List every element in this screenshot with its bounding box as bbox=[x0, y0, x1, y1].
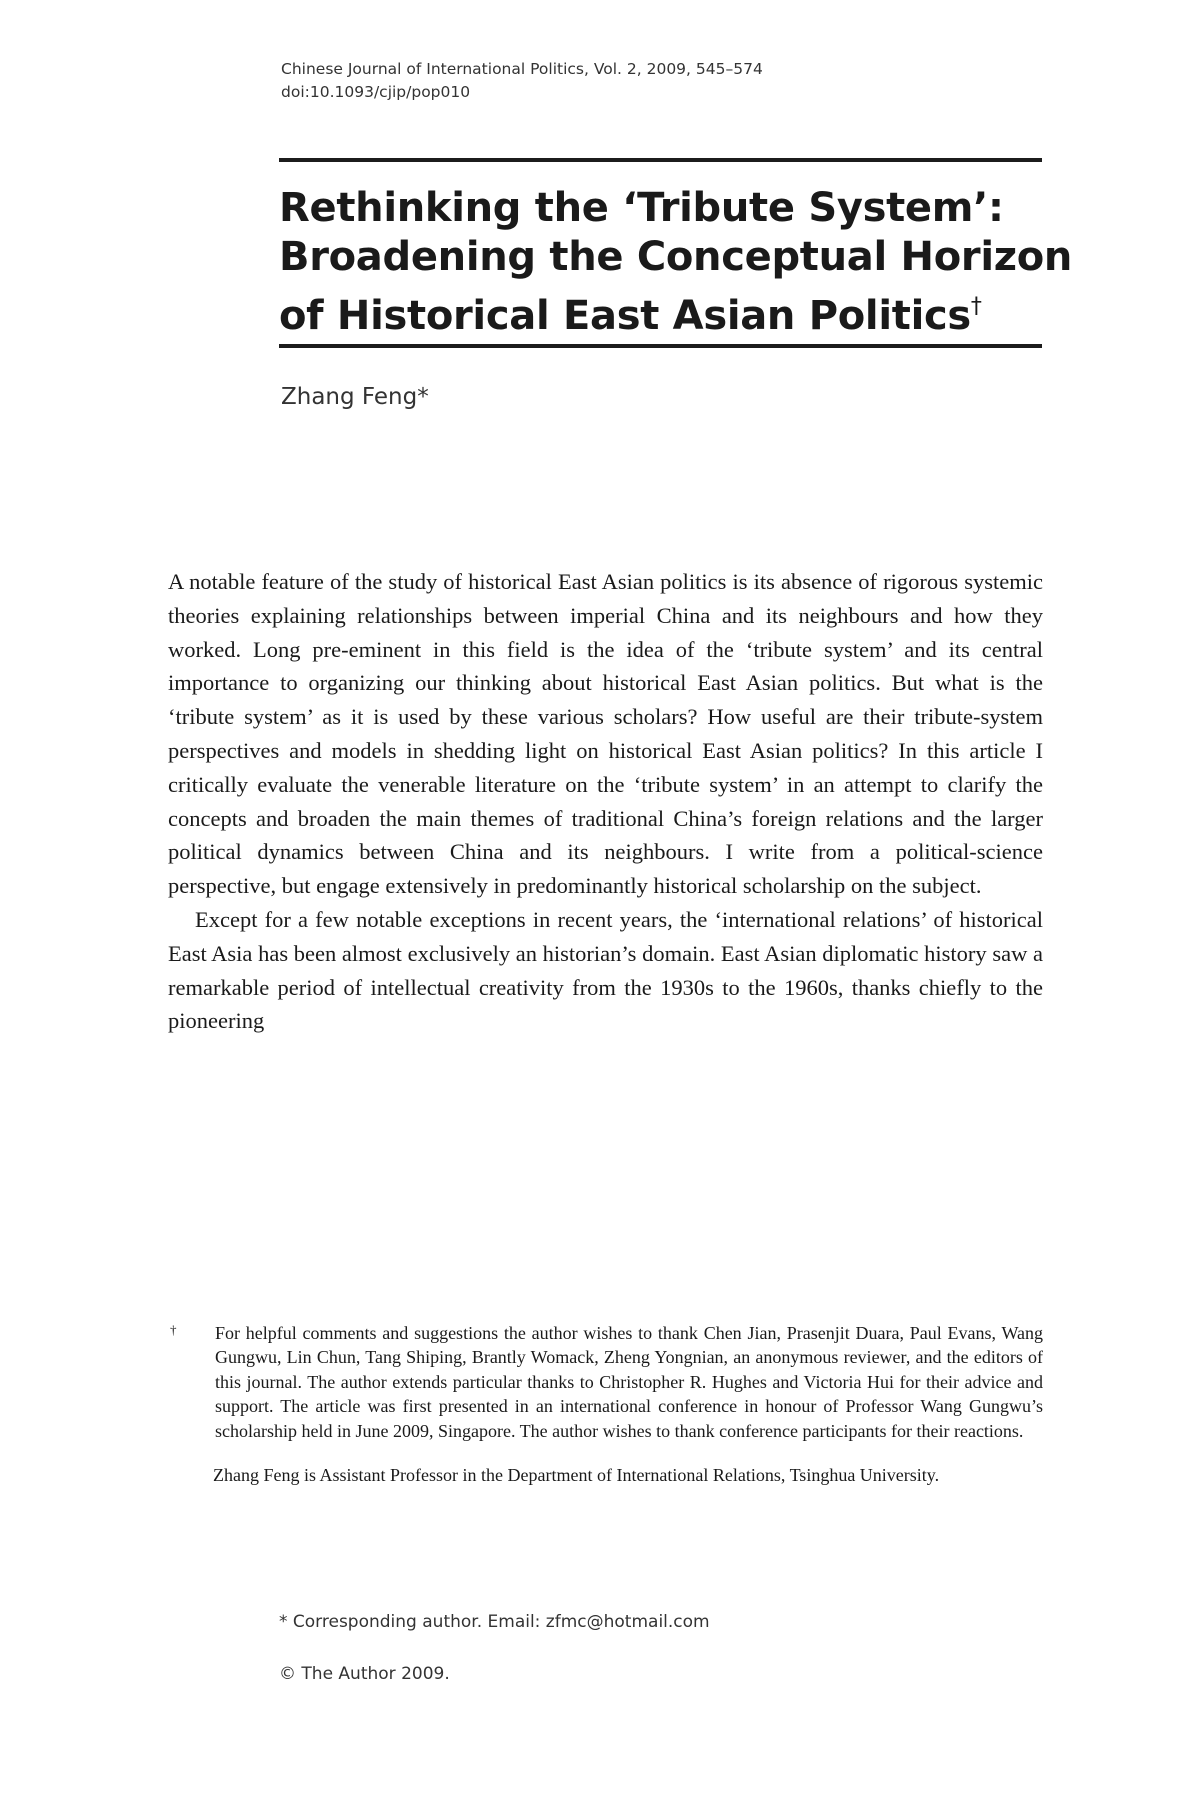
article-title bbox=[279, 184, 1073, 341]
footnote-text: For helpful comments and suggestions the author wishes to thank Chen Jian, Prasenjit Duara, Paul Evans, Wang Gungwu, Lin Chun, Tang Shiping, Brantly Womack, Zheng Yongnian, an anonymous reviewer, and the editors of this journal. The author extends particular thanks to Christopher R. Hughes and Victoria Hui for their advice and support. The article was first presented in an international conference in honour of Professor Wang Gungwu’s scholarship held in June 2009, Singapore. The author wishes to thank conference participants for their reactions. bbox=[215, 1323, 1043, 1441]
footnote-dagger: † bbox=[170, 1322, 177, 1337]
journal-citation: Chinese Journal of International Politics, Vol. 2, 2009, 545–574 bbox=[281, 60, 763, 78]
title-line-2: Broadening the Conceptual Horizon bbox=[279, 234, 1073, 280]
corresponding-author: * Corresponding author. Email: zfmc@hotmail.com bbox=[279, 1612, 710, 1632]
copyright-notice: © The Author 2009. bbox=[279, 1664, 450, 1684]
doi-line: doi:10.1093/cjip/pop010 bbox=[281, 83, 471, 101]
title-bottom-rule bbox=[279, 344, 1042, 348]
title-dagger: † bbox=[970, 294, 982, 319]
paragraph-1: A notable feature of the study of historical East Asian politics is its absence of rigorous systemic theories explaining relationships between imperial China and its neighbours and how they worked. Long pre-eminent in this field is the idea of the ‘tribute system’ and its central importance to organizing our thinking about historical East Asian politics. But what is the ‘tribute system’ as it is used by these various scholars? How useful are their tribute-system perspectives and models in shedding light on historical East Asian politics? In this article I critically evaluate the venerable literature on the ‘tribute system’ in an attempt to clarify the concepts and broaden the main themes of traditional China’s foreign relations and the larger political dynamics between China and its neighbours. I write from a political-science perspective, but engage extensively in predominantly historical scholarship on the subject. bbox=[168, 569, 1043, 899]
title-line-3 bbox=[279, 282, 1049, 341]
journal-header bbox=[281, 58, 1041, 104]
author-name: Zhang Feng* bbox=[281, 384, 429, 410]
title-top-rule bbox=[279, 158, 1042, 162]
acknowledgement-footnote bbox=[168, 1321, 1043, 1487]
title-line-1: Rethinking the ‘Tribute System’: bbox=[279, 185, 1004, 231]
author-bio: Zhang Feng is Assistant Professor in the Department of International Relations, Tsinghua University. bbox=[213, 1465, 940, 1486]
title-line-3-text: of Historical East Asian Politics bbox=[279, 293, 971, 339]
article-body bbox=[168, 565, 1043, 1038]
paragraph-2: Except for a few notable exceptions in recent years, the ‘international relations’ of historical East Asia has been almost exclusively an historian’s domain. East Asian diplomatic history saw a remarkable period of intellectual creativity from the 1930s to the 1960s, thanks chiefly to the pioneering bbox=[168, 906, 1043, 1034]
